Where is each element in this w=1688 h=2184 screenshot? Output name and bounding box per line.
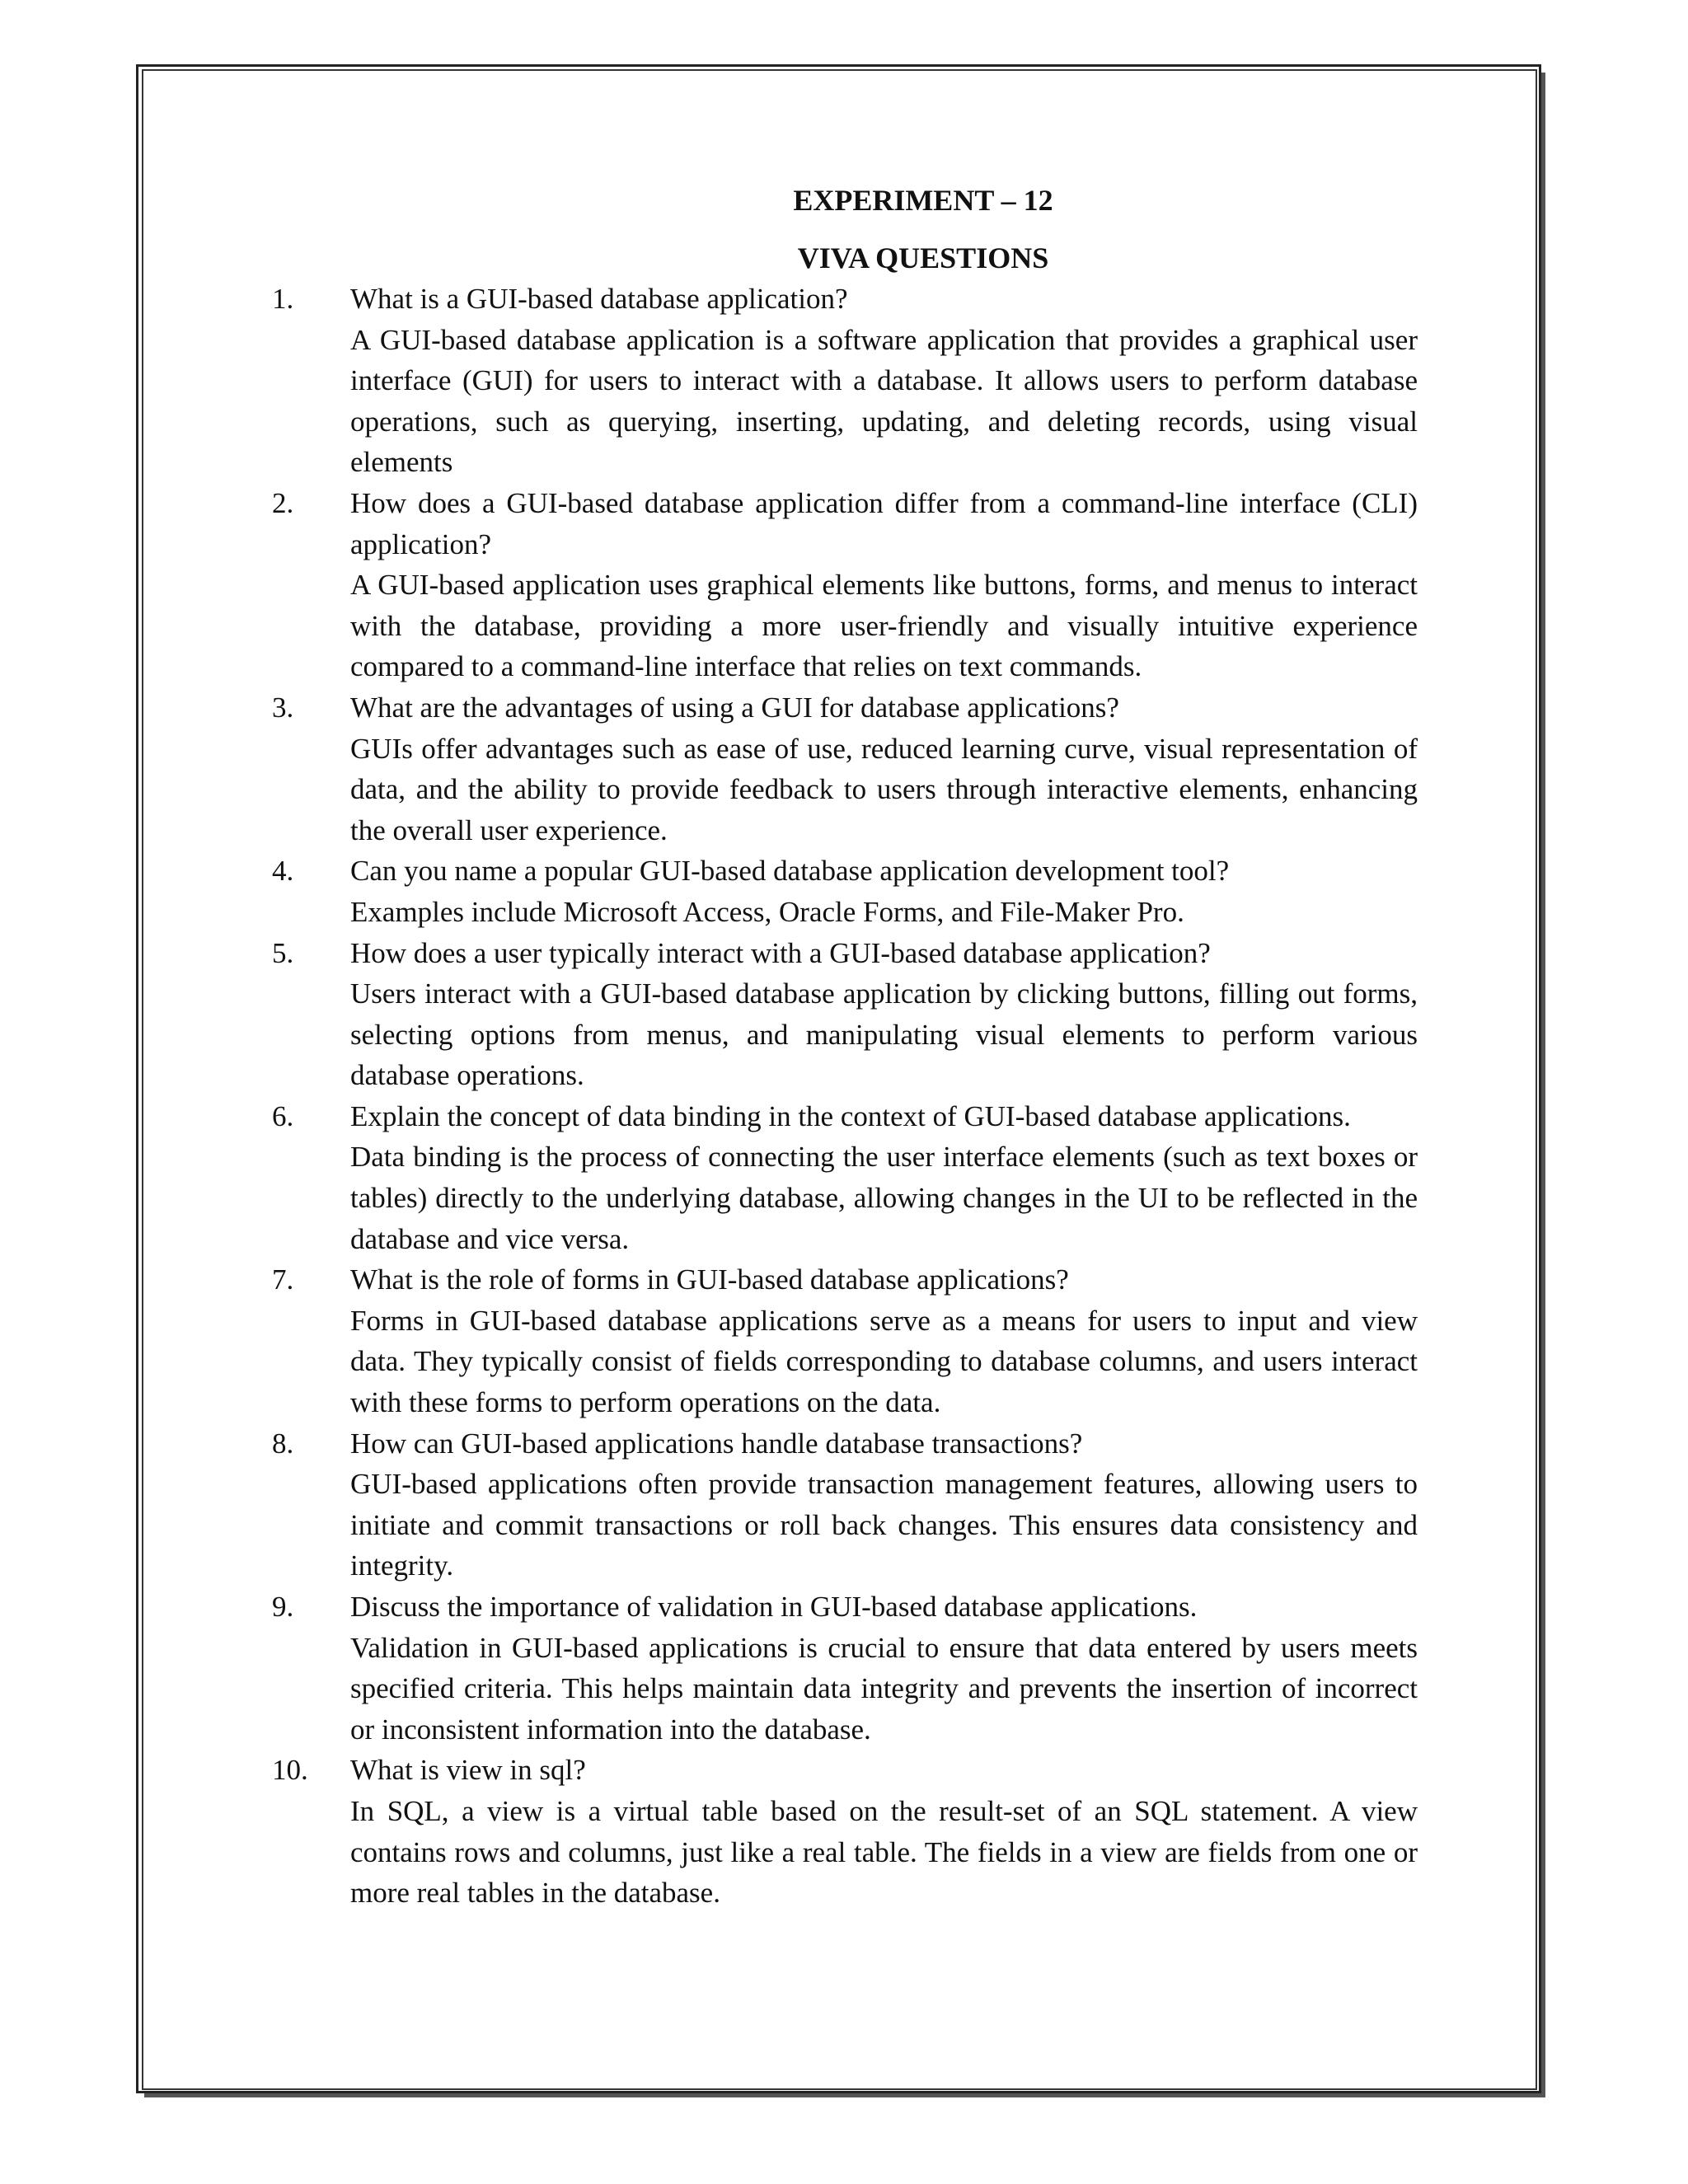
answer-text: GUIs offer advantages such as ease of use, reduced learning curve, visual representation of data, and the ability to provide feedback to users through interactive elements, enhancing the overall user experience. xyxy=(350,732,1418,846)
question-number: 10. xyxy=(272,1754,308,1787)
question-text: Can you name a popular GUI-based database application development tool? xyxy=(350,855,1230,888)
page-subtitle: VIVA QUESTIONS xyxy=(797,241,1049,274)
answer-text: Validation in GUI-based applications is crucial to ensure that data entered by users meets specified criteria. This helps maintain data integrity and prevents the insertion of incorrect or inconsistent information into the database. xyxy=(350,1631,1418,1746)
page-title: EXPERIMENT – 12 xyxy=(793,184,1053,217)
answer-text: Users interact with a GUI-based database application by clicking buttons, filling out forms, selecting options from menus, and manipulating visual elements to perform various database operations. xyxy=(350,977,1418,1092)
question-text: What is the role of forms in GUI-based database applications? xyxy=(350,1263,1069,1296)
answer-text: A GUI-based database application is a software application that provides a graphical user interface (GUI) for users to interact with a database. It allows users to perform database operations, such as querying, inserting, updating, and deleting records, using visual elements xyxy=(350,323,1418,479)
question-text: What is a GUI-based database application? xyxy=(350,283,848,315)
question-item xyxy=(272,1750,1418,1913)
question-number: 3. xyxy=(272,691,294,724)
answer-text: GUI-based applications often provide transaction management features, allowing users to initiate and commit transactions or roll back changes. This ensures data consistency and integrity. xyxy=(350,1468,1418,1582)
answer-text: Data binding is the process of connecting the user interface elements (such as text boxes or tables) directly to the underlying database, allowing changes in the UI to be reflected in the database and vice versa. xyxy=(350,1141,1418,1255)
question-item xyxy=(272,279,1418,483)
answer-text: Examples include Microsoft Access, Oracle Forms, and File-Maker Pro. xyxy=(350,895,1184,928)
question-number: 2. xyxy=(272,486,294,519)
question-text: How does a GUI-based database application differ from a command-line interface (CLI) application? xyxy=(350,486,1418,560)
answer-text: Forms in GUI-based database applications serve as a means for users to input and view data. They typically consist of fields corresponding to database columns, and users interact with these forms to perform operations on the data. xyxy=(350,1304,1418,1419)
page-content xyxy=(272,180,1418,1914)
question-number: 1. xyxy=(272,283,294,315)
question-number: 9. xyxy=(272,1591,294,1623)
question-number: 7. xyxy=(272,1263,294,1296)
question-list xyxy=(272,279,1418,1914)
question-item xyxy=(272,1423,1418,1586)
question-number: 8. xyxy=(272,1427,294,1460)
question-item xyxy=(272,851,1418,932)
question-number: 5. xyxy=(272,936,294,969)
question-item xyxy=(272,687,1418,851)
question-text: What is view in sql? xyxy=(350,1754,586,1787)
answer-text: In SQL, a view is a virtual table based on the result-set of an SQL statement. A view contains rows and columns, just like a real table. The fields in a view are fields from one or more real tables in the database. xyxy=(350,1794,1418,1910)
answer-text: A GUI-based application uses graphical elements like buttons, forms, and menus to interact with the database, providing a more user-friendly and visually intuitive experience compared to a command-line interface that relies on text commands. xyxy=(350,569,1418,683)
question-item xyxy=(272,1096,1418,1259)
question-item xyxy=(272,1259,1418,1422)
question-item xyxy=(272,1586,1418,1750)
question-text: Discuss the importance of validation in GUI-based database applications. xyxy=(350,1591,1198,1623)
question-item xyxy=(272,483,1418,687)
question-item xyxy=(272,933,1418,1096)
question-text: How can GUI-based applications handle database transactions? xyxy=(350,1427,1083,1460)
question-text: Explain the concept of data binding in the context of GUI-based database applications. xyxy=(350,1099,1351,1132)
question-number: 6. xyxy=(272,1099,294,1132)
question-number: 4. xyxy=(272,855,294,888)
question-text: What are the advantages of using a GUI for database applications? xyxy=(350,691,1119,724)
question-text: How does a user typically interact with a GUI-based database application? xyxy=(350,936,1211,969)
